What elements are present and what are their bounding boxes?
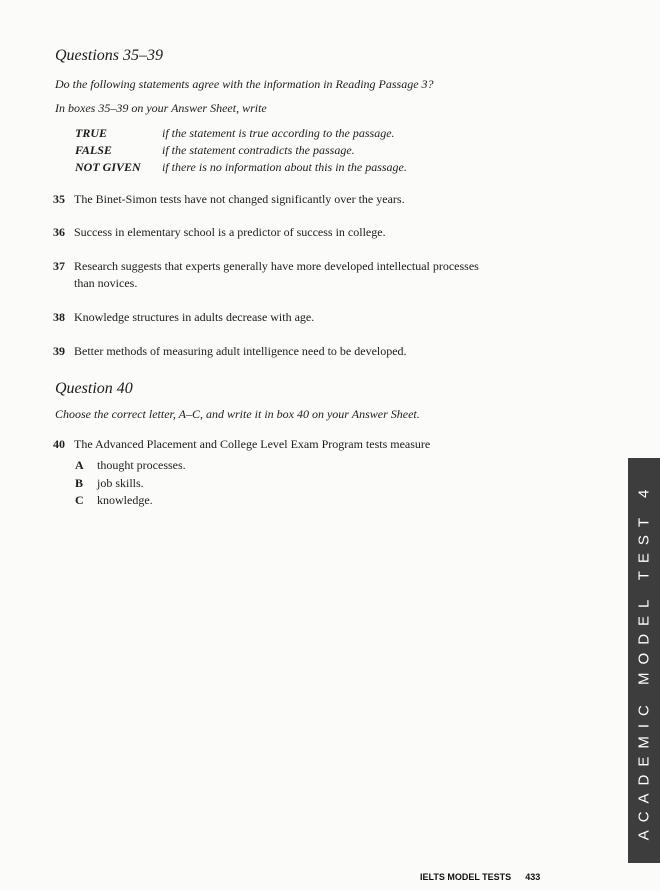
option-a — [75, 458, 186, 473]
key-row-true — [75, 126, 495, 142]
key-term: TRUE — [75, 126, 108, 140]
question-37 — [53, 259, 479, 274]
question-number: 36 — [53, 225, 65, 239]
option-text: thought processes. — [97, 458, 186, 472]
key-row-false — [75, 143, 495, 159]
option-text: job skills. — [97, 476, 144, 490]
question-text: Better methods of measuring adult intelligence need to be developed. — [74, 344, 407, 358]
question-text: The Binet-Simon tests have not changed significantly over the years. — [74, 192, 405, 206]
instruction-text: Choose the correct letter, A–C, and write it in box 40 on your Answer Sheet. — [55, 407, 420, 421]
key-definition: if the statement contradicts the passage. — [162, 143, 355, 157]
question-text: Success in elementary school is a predictor of success in college. — [74, 225, 386, 239]
page-footer — [420, 872, 540, 882]
question-number: 35 — [53, 192, 65, 206]
option-letter: B — [75, 476, 84, 490]
key-definition: if there is no information about this in the passage. — [162, 160, 407, 174]
question-39 — [53, 344, 407, 359]
key-term: FALSE — [75, 143, 112, 157]
question-35 — [53, 192, 405, 207]
question-36 — [53, 225, 386, 240]
page-number: 433 — [525, 872, 541, 882]
sidebar-tab — [628, 458, 660, 863]
question-text: Research suggests that experts generally have more developed intellectual processes — [74, 259, 479, 273]
option-letter: C — [75, 493, 84, 507]
question-38 — [53, 310, 314, 325]
footer-title: IELTS MODEL TESTS — [420, 872, 512, 882]
question-text: Knowledge structures in adults decrease with age. — [74, 310, 315, 324]
question-number: 38 — [53, 310, 65, 324]
option-letter: A — [75, 458, 84, 472]
option-b — [75, 476, 144, 491]
sidebar-label: ACADEMIC MODEL TEST 4 — [635, 481, 653, 840]
key-row-not-given — [75, 160, 495, 176]
key-definition: if the statement is true according to the passage. — [162, 126, 395, 140]
answer-key — [75, 126, 495, 178]
option-text: knowledge. — [97, 493, 153, 507]
instruction-text: Do the following statements agree with the information in Reading Passage 3? — [55, 77, 434, 91]
question-40 — [53, 437, 430, 452]
questions-35-39-heading: Questions 35–39 — [55, 47, 163, 64]
question-text: The Advanced Placement and College Level Exam Program tests measure — [74, 437, 431, 451]
key-term: NOT GIVEN — [75, 160, 141, 174]
question-37-continuation: than novices. — [74, 276, 138, 290]
question-40-heading: Question 40 — [55, 380, 133, 397]
question-number: 37 — [53, 259, 65, 273]
question-number: 39 — [53, 344, 65, 358]
question-number: 40 — [53, 437, 65, 451]
instruction-text: In boxes 35–39 on your Answer Sheet, write — [55, 101, 267, 115]
option-c — [75, 493, 153, 508]
